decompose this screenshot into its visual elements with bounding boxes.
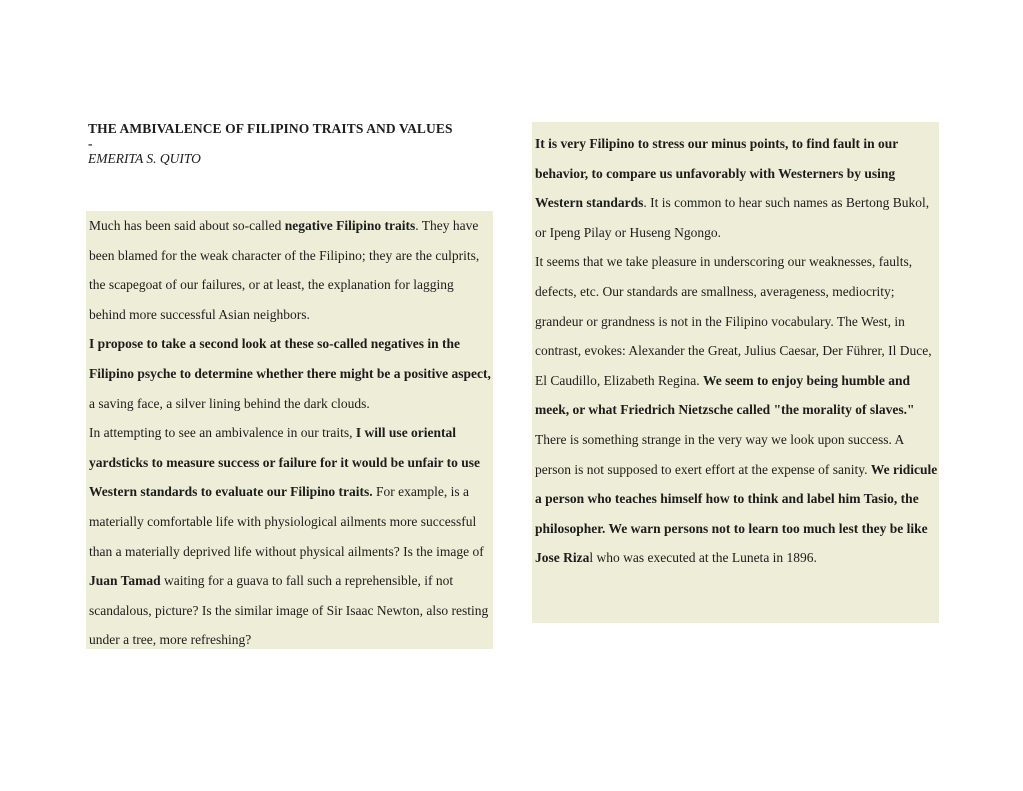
author-name: EMERITA S. QUITO	[88, 151, 201, 166]
right-text-column	[532, 122, 939, 623]
right-paragraph-3: There is something strange in the very way we look upon success. A person is not supposed to exert effort at the expense of sanity. We ridicule a person who teaches himself how to think and label him Tasio, the philosopher. We warn persons not to learn too much lest they be like Jose Rizal who was executed at the Luneta in 1896.	[535, 431, 938, 566]
title-dash: -	[88, 136, 93, 151]
right-paragraph-2: It seems that we take pleasure in underscoring our weaknesses, faults, defects, etc. Our standards are smallness, averageness, mediocrity; grandeur or grandness is not in the Filipino vocabulary. The West, in contrast, evokes: Alexander the Great, Julius Caesar, Der Führer, Il Duce, El Caudillo, Elizabeth Regina. We seem to enjoy being humble and meek, or what Friedrich Nietzsche called "the morality of slaves."	[535, 254, 932, 418]
document-title: THE AMBIVALENCE OF FILIPINO TRAITS AND VALUES	[88, 121, 453, 136]
left-paragraph-1: Much has been said about so-called negative Filipino traits. They have been blamed for the weak character of the Filipino; they are the culprits, the scapegoat of our failures, or at least, the explanation for lagging behind more successful Asian neighbors.	[89, 218, 480, 322]
left-paragraph-3: In attempting to see an ambivalence in our traits, I will use oriental yardsticks to measure success or failure for it would be unfair to use Western standards to evaluate our Filipino traits. For example, is a materially comfortable life with physiological ailments more successful than a materially deprived life without physical ailments? Is the image of Juan Tamad waiting for a guava to fall such a reprehensible, if not scandalous, picture? Is the similar image of Sir Isaac Newton, also resting under a tree, more refreshing?	[89, 425, 489, 648]
left-paragraph-2: I propose to take a second look at these so-called negatives in the Filipino psyche to determine whether there might be a positive aspect, a saving face, a silver lining behind the dark clouds.	[89, 336, 491, 411]
document-header	[88, 121, 508, 167]
left-text-column	[86, 211, 493, 649]
right-paragraph-1: It is very Filipino to stress our minus points, to find fault in our behavior, to compare us unfavorably with Westerners by using Western standards. It is common to hear such names as Bertong Bukol, or Ipeng Pilay or Huseng Ngongo.	[535, 136, 930, 240]
